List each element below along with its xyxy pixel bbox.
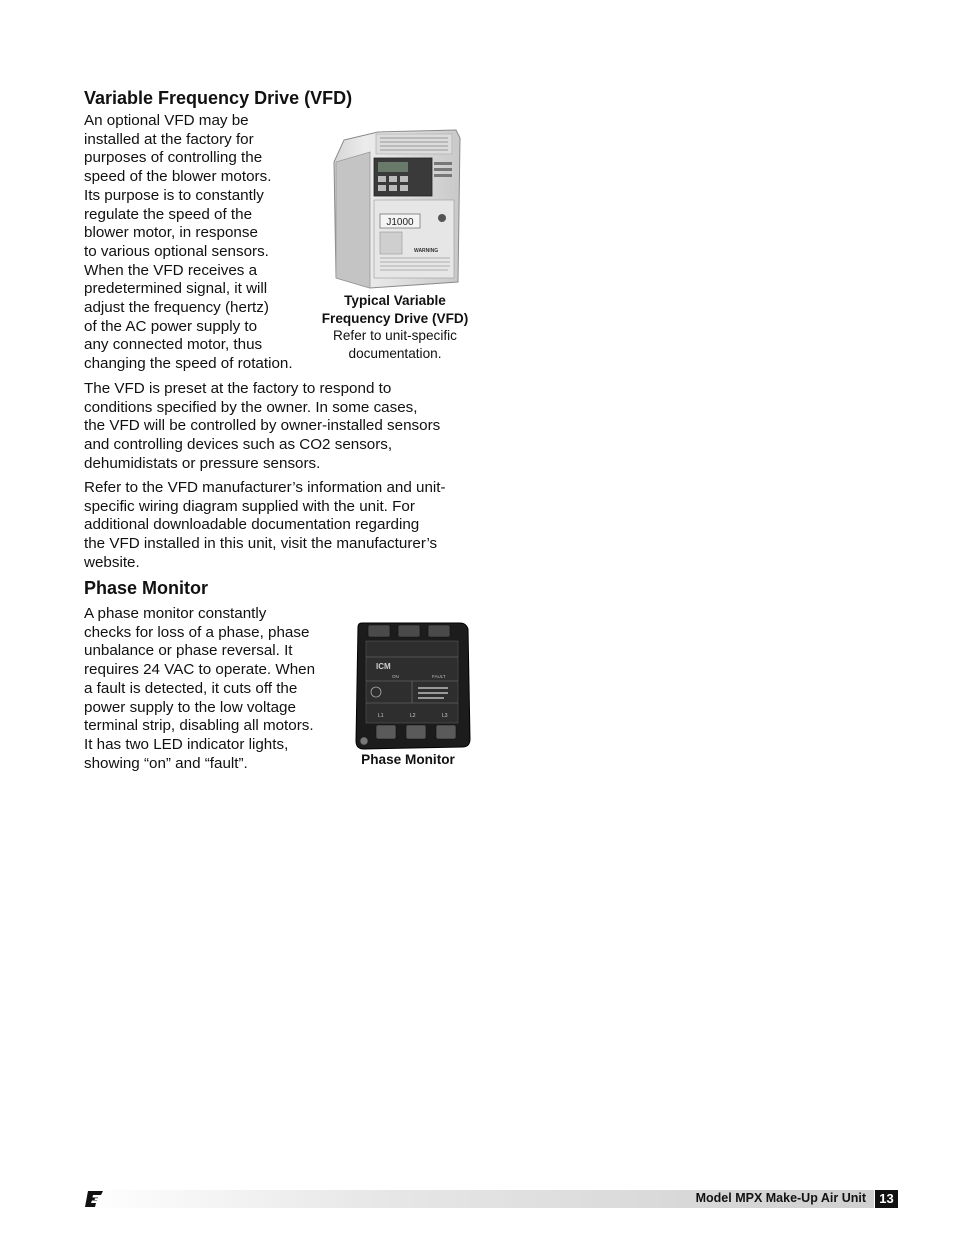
text-line: power supply to the low voltage bbox=[84, 698, 296, 716]
text-line: specific wiring diagram supplied with the unit. For bbox=[84, 497, 415, 515]
text-line: installed at the factory for bbox=[84, 130, 254, 148]
text-line: dehumidistats or pressure sensors. bbox=[84, 454, 321, 472]
vfd-caption-title-line-2: Frequency Drive (VFD) bbox=[321, 310, 469, 326]
footer-title: Model MPX Make-Up Air Unit bbox=[695, 1191, 866, 1205]
text-line: purposes of controlling the bbox=[84, 149, 263, 167]
vfd-intro-paragraph bbox=[84, 112, 293, 374]
text-line: requires 24 VAC to operate. When bbox=[84, 661, 316, 679]
text-line: speed of the blower motors. bbox=[84, 168, 272, 186]
vfd-reference-paragraph bbox=[84, 479, 446, 573]
phase-monitor-device-image bbox=[354, 621, 472, 751]
vfd-model-label: J1000 bbox=[386, 217, 414, 228]
phase-monitor-heading: Phase Monitor bbox=[84, 578, 209, 598]
text-line: changing the speed of rotation. bbox=[84, 355, 293, 373]
text-line: The VFD is preset at the factory to respond to bbox=[84, 380, 392, 397]
text-line: regulate the speed of the bbox=[84, 205, 253, 223]
text-line: predetermined signal, it will bbox=[84, 280, 268, 298]
text-line: conditions specified by the owner. In some cases, bbox=[84, 398, 418, 416]
vfd-preset-paragraph bbox=[84, 380, 440, 474]
vfd-caption-note-line-2: documentation. bbox=[348, 345, 442, 361]
text-line: showing “on” and “fault”. bbox=[84, 754, 248, 772]
phase-monitor-paragraph bbox=[84, 605, 315, 773]
text-line: terminal strip, disabling all motors. bbox=[84, 717, 314, 735]
vfd-warning-label: WARNING bbox=[414, 248, 439, 254]
text-line: blower motor, in response bbox=[84, 224, 258, 242]
vfd-caption-title-line-1: Typical Variable bbox=[344, 293, 446, 308]
text-line: website. bbox=[84, 553, 140, 571]
text-line: When the VFD receives a bbox=[84, 261, 258, 279]
text-line: to various optional sensors. bbox=[84, 242, 269, 260]
text-line: A phase monitor constantly bbox=[84, 605, 267, 622]
greenheck-logo-icon bbox=[84, 1190, 104, 1208]
phase-monitor-fault-label: FAULT bbox=[432, 674, 446, 679]
text-line: of the AC power supply to bbox=[84, 317, 258, 335]
vfd-device-image bbox=[330, 128, 462, 290]
vfd-caption-note-line-1: Refer to unit-specific bbox=[333, 328, 457, 343]
page-number: 13 bbox=[875, 1190, 898, 1208]
phase-monitor-brand-label: ICM bbox=[376, 662, 391, 671]
vfd-caption bbox=[300, 292, 490, 362]
text-line: It has two LED indicator lights, bbox=[84, 735, 289, 753]
terminal-label-l2: L2 bbox=[410, 713, 416, 719]
text-line: unbalance or phase reversal. It bbox=[84, 642, 293, 660]
text-line: Refer to the VFD manufacturer’s information and unit- bbox=[84, 479, 446, 496]
text-line: any connected motor, thus bbox=[84, 336, 263, 354]
text-line: the VFD installed in this unit, visit the manufacturer’s bbox=[84, 535, 438, 553]
text-line: checks for loss of a phase, phase bbox=[84, 623, 310, 641]
phase-monitor-caption bbox=[340, 751, 476, 769]
text-line: and controlling devices such as CO2 sensors, bbox=[84, 436, 393, 454]
text-line: Its purpose is to constantly bbox=[84, 186, 264, 204]
terminal-label-l3: L3 bbox=[442, 713, 448, 719]
phase-monitor-on-label: ON bbox=[392, 674, 399, 679]
text-line: the VFD will be controlled by owner-installed sensors bbox=[84, 417, 441, 435]
vfd-heading: Variable Frequency Drive (VFD) bbox=[84, 88, 353, 108]
text-line: additional downloadable documentation regarding bbox=[84, 516, 420, 534]
text-line: a fault is detected, it cuts off the bbox=[84, 679, 298, 697]
terminal-label-l1: L1 bbox=[378, 713, 384, 719]
text-line: An optional VFD may be bbox=[84, 112, 249, 129]
text-line: adjust the frequency (hertz) bbox=[84, 299, 269, 317]
phase-monitor-caption-text: Phase Monitor bbox=[361, 752, 455, 767]
